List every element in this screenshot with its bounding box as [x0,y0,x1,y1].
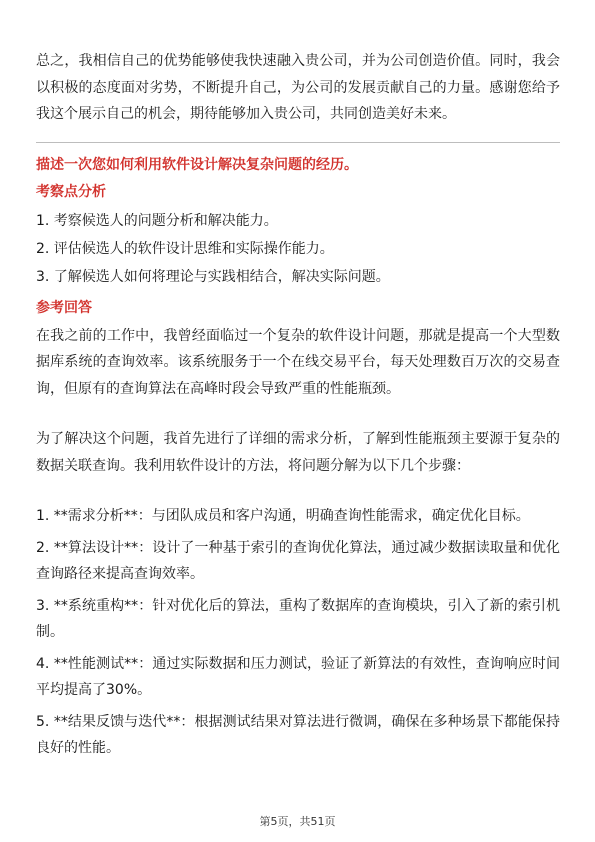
analysis-item: 2. 评估候选人的软件设计思维和实际操作能力。 [36,240,334,257]
analysis-heading: 考察点分析 [36,183,106,200]
answer-paragraph: 为了解决这个问题，我首先进行了详细的需求分析，了解到性能瓶颈主要源于复杂的数据关联查询。我利用软件设计的方法，将问题分解为以下几个步骤： [36,431,560,474]
page-number: 第5页，共51页 [259,815,336,828]
steps-list [36,503,560,761]
answer-paragraph: 在我之前的工作中，我曾经面临过一个复杂的软件设计问题，那就是提高一个大型数据库系统的查询效率。该系统服务于一个在线交易平台，每天处理数百万次的交易查询，但原有的查询算法在高峰时段会导致严重的性能瓶颈。 [36,327,560,397]
analysis-item: 1. 考察候选人的问题分析和解决能力。 [36,212,278,229]
step-item: 3. **系统重构**：针对优化后的算法，重构了数据库的查询模块，引入了新的索引机制。 [36,598,560,640]
answer-heading: 参考回答 [36,299,92,316]
step-item: 5. **结果反馈与迭代**：根据测试结果对算法进行微调，确保在多种场景下都能保持良好的性能。 [36,714,560,756]
analysis-item: 3. 了解候选人如何将理论与实践相结合，解决实际问题。 [36,268,390,285]
closing-paragraph: 总之，我相信自己的优势能够使我快速融入贵公司，并为公司创造价值。同时，我会以积极的态度面对劣势，不断提升自己，为公司的发展贡献自己的力量。感谢您给予我这个展示自己的机会，期待能够加入贵公司，共同创造美好未来。 [36,53,560,122]
question-title: 描述一次您如何利用软件设计解决复杂问题的经历。 [36,156,358,173]
section-divider [36,142,560,143]
step-item: 4. **性能测试**：通过实际数据和压力测试，验证了新算法的有效性，查询响应时间平均提高了30%。 [36,656,560,698]
step-item: 2. **算法设计**：设计了一种基于索引的查询优化算法，通过减少数据读取量和优化查询路径来提高查询效率。 [36,540,560,582]
step-item: 1. **需求分析**：与团队成员和客户沟通，明确查询性能需求，确定优化目标。 [36,508,530,524]
document-page [36,48,560,767]
